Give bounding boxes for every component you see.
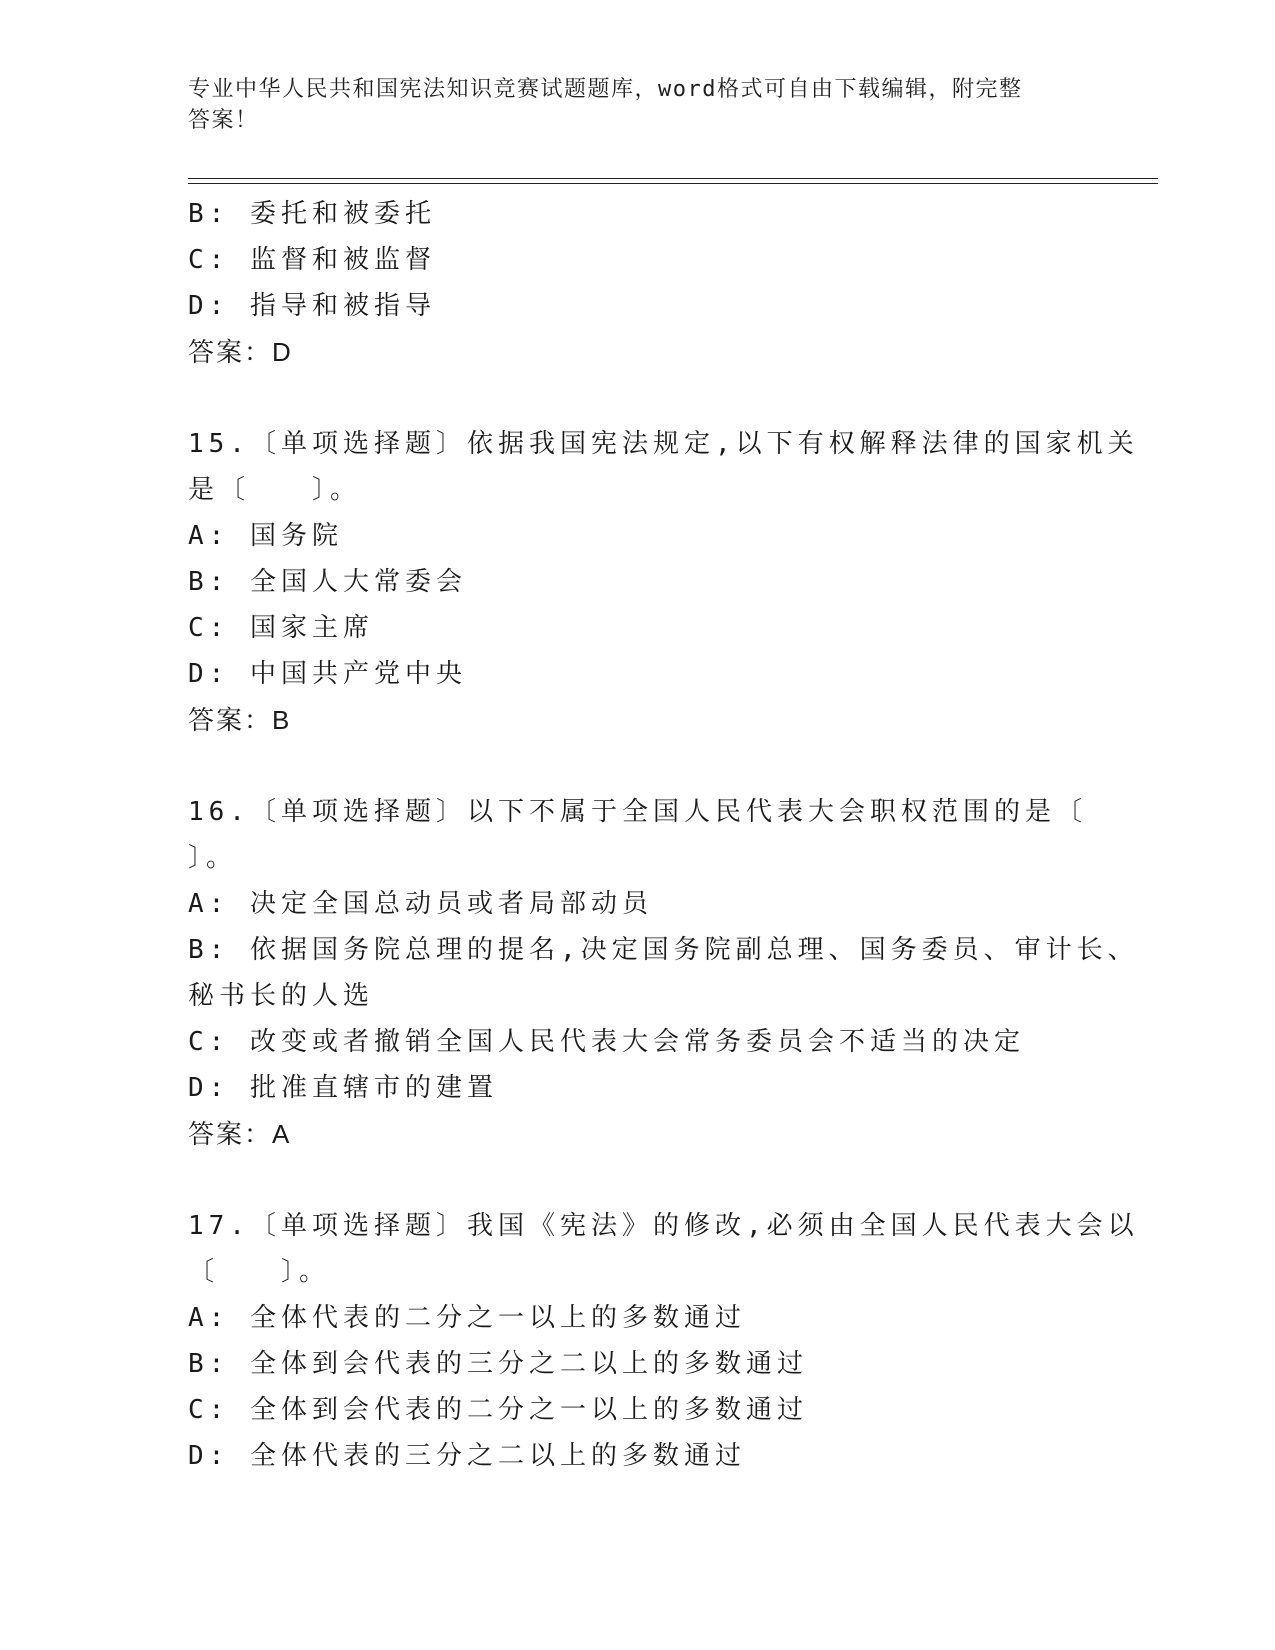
question-stem-line-1: 16.〔单项选择题〕以下不属于全国人民代表大会职权范围的是〔	[188, 797, 1087, 827]
option-b-line-2: 秘书长的人选	[188, 981, 375, 1011]
option-b: B: 全体到会代表的三分之二以上的多数通过	[188, 1349, 808, 1379]
option-a: A: 全体代表的二分之一以上的多数通过	[188, 1303, 746, 1333]
page-header	[188, 74, 1088, 136]
question-17	[188, 1203, 1139, 1479]
header-title-line-2: 答案！	[188, 108, 259, 133]
option-c: C: 改变或者撤销全国人民代表大会常务委员会不适当的决定	[188, 1027, 1025, 1057]
option-a: A: 国务院	[188, 521, 343, 551]
option-d: D: 中国共产党中央	[188, 659, 467, 689]
question-15	[188, 421, 1139, 743]
answer: 答案：D	[188, 337, 293, 367]
question-stem-line-2: 〕。	[188, 843, 238, 873]
option-d: D: 全体代表的三分之二以上的多数通过	[188, 1441, 746, 1471]
spacer	[188, 1157, 1088, 1203]
option-c: C: 国家主席	[188, 613, 374, 643]
spacer	[188, 743, 1088, 789]
spacer	[188, 375, 1088, 421]
option-b: B: 委托和被委托	[188, 199, 436, 229]
answer: 答案：A	[188, 1119, 292, 1149]
option-c: C: 监督和被监督	[188, 245, 436, 275]
question-stem-line-2: 〔 〕。	[188, 1257, 331, 1287]
option-a: A: 决定全国总动员或者局部动员	[188, 889, 653, 919]
option-d: D: 指导和被指导	[188, 291, 436, 321]
option-b: B: 全国人大常委会	[188, 567, 467, 597]
header-divider	[188, 178, 1158, 184]
question-16	[188, 789, 1139, 1157]
answer: 答案：B	[188, 705, 292, 735]
header-title-line-1: 专业中华人民共和国宪法知识竞赛试题题库，word格式可自由下载编辑，附完整	[188, 77, 1023, 102]
question-stem-line-1: 15.〔单项选择题〕依据我国宪法规定,以下有权解释法律的国家机关	[188, 429, 1139, 459]
question-list	[188, 191, 1139, 1479]
question-stem-line-1: 17.〔单项选择题〕我国《宪法》的修改,必须由全国人民代表大会以	[188, 1211, 1139, 1241]
option-d: D: 批准直辖市的建置	[188, 1073, 498, 1103]
question-stem-line-2: 是〔 〕。	[188, 475, 362, 505]
option-b-line-1: B: 依据国务院总理的提名,决定国务院副总理、国务委员、审计长、	[188, 935, 1139, 965]
question-14	[188, 191, 1088, 375]
option-c: C: 全体到会代表的二分之一以上的多数通过	[188, 1395, 808, 1425]
